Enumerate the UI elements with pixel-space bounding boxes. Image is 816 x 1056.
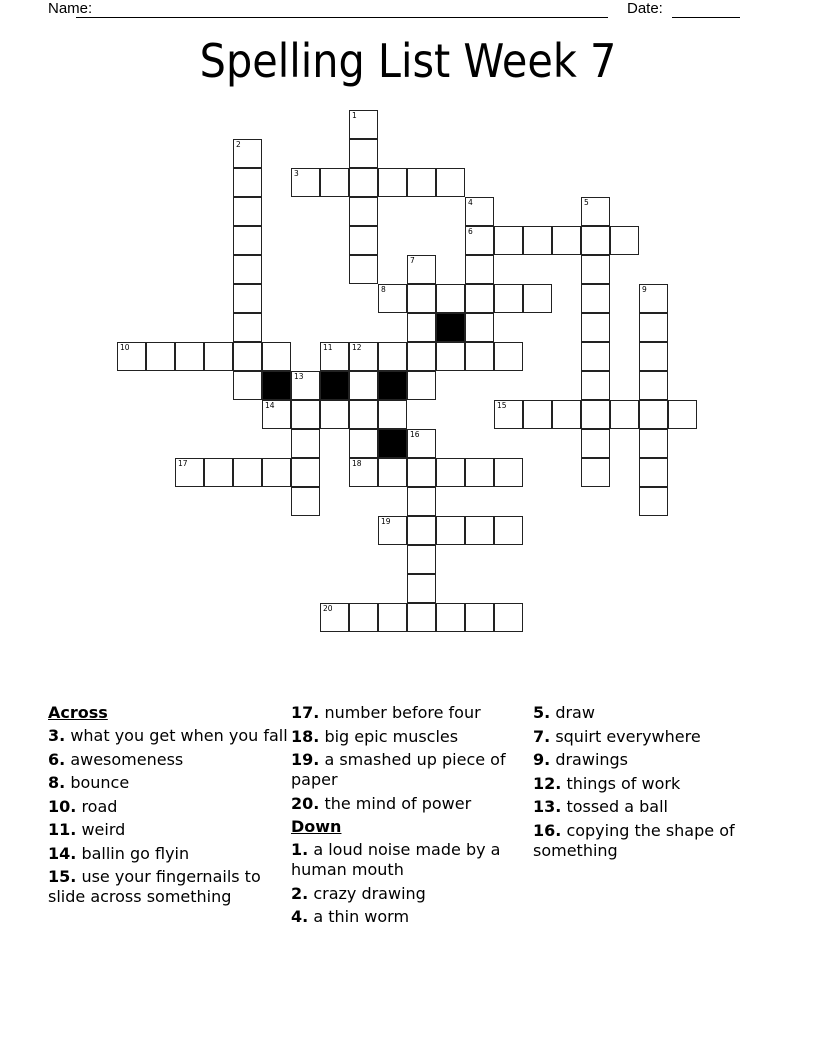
crossword-cell[interactable] <box>494 226 523 255</box>
crossword-cell[interactable] <box>407 342 436 371</box>
clues-column-1 <box>48 703 288 911</box>
crossword-cell[interactable] <box>523 400 552 429</box>
across-clue <box>48 867 288 907</box>
clue-number-label: 10 <box>120 343 130 352</box>
clue-number: 3. <box>48 726 66 745</box>
crossword-cell[interactable] <box>436 458 465 487</box>
clue-text: a smashed up piece of paper <box>291 750 506 789</box>
crossword-cell[interactable] <box>639 284 668 313</box>
crossword-cell[interactable] <box>291 458 320 487</box>
black-cell <box>436 313 465 342</box>
crossword-cell[interactable] <box>349 168 378 197</box>
clue-text: bounce <box>70 773 130 792</box>
crossword-cell[interactable] <box>610 400 639 429</box>
crossword-cell[interactable] <box>465 516 494 545</box>
down-heading: Down <box>291 817 342 836</box>
crossword-cell[interactable] <box>378 603 407 632</box>
crossword-cell[interactable] <box>494 603 523 632</box>
clue-text: what you get when you fall <box>70 726 288 745</box>
clue-number-label: 13 <box>294 372 304 381</box>
down-clue <box>533 703 773 723</box>
clue-number: 2. <box>291 883 309 903</box>
crossword-cell[interactable] <box>494 400 523 429</box>
crossword-cell[interactable] <box>523 226 552 255</box>
crossword-cell[interactable] <box>407 429 436 458</box>
across-heading: Across <box>48 703 108 722</box>
crossword-cell[interactable] <box>233 284 262 313</box>
clue-number-label: 6 <box>468 227 473 236</box>
down-clue <box>533 797 773 817</box>
across-clue <box>291 794 526 814</box>
clue-number-label: 8 <box>381 285 386 294</box>
crossword-cell[interactable] <box>407 545 436 574</box>
crossword-cell[interactable] <box>233 458 262 487</box>
crossword-cell[interactable] <box>581 255 610 284</box>
black-cell <box>320 371 349 400</box>
crossword-cell[interactable] <box>378 168 407 197</box>
crossword-cell[interactable] <box>465 226 494 255</box>
crossword-cell[interactable] <box>639 487 668 516</box>
down-clue <box>533 727 773 747</box>
clue-text: ballin go flyin <box>81 843 190 863</box>
crossword-cell[interactable] <box>262 400 291 429</box>
clue-text: drawings <box>555 750 629 769</box>
crossword-cell[interactable] <box>320 603 349 632</box>
crossword-cell[interactable] <box>117 342 146 371</box>
crossword-cell[interactable] <box>552 226 581 255</box>
across-clue <box>291 703 526 723</box>
clue-text: squirt everywhere <box>555 726 701 746</box>
crossword-cell[interactable] <box>233 371 262 400</box>
black-cell <box>378 371 407 400</box>
crossword-cell[interactable] <box>378 400 407 429</box>
crossword-cell[interactable] <box>146 342 175 371</box>
crossword-cell[interactable] <box>581 342 610 371</box>
clue-text: tossed a ball <box>566 797 668 816</box>
clue-number-label: 17 <box>178 459 188 468</box>
crossword-cell[interactable] <box>465 342 494 371</box>
black-cell <box>378 429 407 458</box>
crossword-cell[interactable] <box>233 139 262 168</box>
date-label: Date: <box>627 0 663 17</box>
clue-number: 7. <box>533 726 551 746</box>
clue-number: 15. <box>48 867 77 886</box>
clue-number: 14. <box>48 843 77 863</box>
crossword-cell[interactable] <box>262 342 291 371</box>
crossword-cell[interactable] <box>349 255 378 284</box>
crossword-cell[interactable] <box>436 284 465 313</box>
clue-number-label: 16 <box>410 430 420 439</box>
crossword-cell[interactable] <box>291 487 320 516</box>
clue-number: 1. <box>291 840 309 859</box>
page-title: Spelling List Week 7 <box>199 34 617 88</box>
crossword-cell[interactable] <box>233 226 262 255</box>
crossword-cell[interactable] <box>552 400 581 429</box>
clue-text: copying the shape of something <box>533 820 735 860</box>
clue-number-label: 11 <box>323 343 333 352</box>
crossword-cell[interactable] <box>581 458 610 487</box>
crossword-cell[interactable] <box>581 197 610 226</box>
down-clue <box>533 821 773 861</box>
clue-number: 6. <box>48 749 66 769</box>
crossword-cell[interactable] <box>581 313 610 342</box>
crossword-cell[interactable] <box>262 458 291 487</box>
crossword-cell[interactable] <box>349 197 378 226</box>
crossword-cell[interactable] <box>639 429 668 458</box>
down-clue <box>291 907 526 927</box>
crossword-cell[interactable] <box>407 458 436 487</box>
crossword-cell[interactable] <box>436 168 465 197</box>
crossword-cell[interactable] <box>407 487 436 516</box>
clues-column-3 <box>533 703 773 864</box>
clue-text: things of work <box>566 773 681 793</box>
crossword-cell[interactable] <box>407 516 436 545</box>
clue-text: big epic muscles <box>324 726 459 746</box>
crossword-cell[interactable] <box>320 168 349 197</box>
clue-text: draw <box>555 703 595 722</box>
crossword-cell[interactable] <box>639 313 668 342</box>
clue-number-label: 1 <box>352 111 357 120</box>
clue-number: 16. <box>533 820 562 840</box>
across-clue <box>48 750 288 770</box>
crossword-cell[interactable] <box>291 168 320 197</box>
crossword-cell[interactable] <box>581 284 610 313</box>
crossword-cell[interactable] <box>465 313 494 342</box>
crossword-cell[interactable] <box>378 342 407 371</box>
crossword-cell[interactable] <box>320 400 349 429</box>
crossword-cell[interactable] <box>436 342 465 371</box>
clue-number-label: 14 <box>265 401 275 410</box>
clue-number: 20. <box>291 793 320 813</box>
crossword-cell[interactable] <box>581 371 610 400</box>
across-clue <box>48 726 288 746</box>
crossword-cell[interactable] <box>465 284 494 313</box>
crossword-cell[interactable] <box>494 342 523 371</box>
crossword-cell[interactable] <box>407 255 436 284</box>
crossword-cell[interactable] <box>581 226 610 255</box>
crossword-cell[interactable] <box>349 342 378 371</box>
crossword-cell[interactable] <box>465 255 494 284</box>
down-clue <box>533 750 773 770</box>
clue-number: 13. <box>533 797 562 816</box>
crossword-cell[interactable] <box>407 168 436 197</box>
black-cell <box>262 371 291 400</box>
crossword-cell[interactable] <box>407 284 436 313</box>
crossword-cell[interactable] <box>233 255 262 284</box>
crossword-cell[interactable] <box>465 197 494 226</box>
crossword-cell[interactable] <box>639 371 668 400</box>
clue-text: use your fingernails to slide across something <box>48 867 261 906</box>
clue-number-label: 19 <box>381 517 391 526</box>
clue-text: a loud noise made by a human mouth <box>291 840 501 879</box>
crossword-cell[interactable] <box>291 400 320 429</box>
crossword-cell[interactable] <box>581 429 610 458</box>
crossword-cell[interactable] <box>581 400 610 429</box>
crossword-cell[interactable] <box>436 603 465 632</box>
clue-number: 17. <box>291 703 320 722</box>
clue-number-label: 7 <box>410 256 415 265</box>
clue-number: 9. <box>533 750 551 769</box>
crossword-cell[interactable] <box>320 342 349 371</box>
crossword-cell[interactable] <box>465 458 494 487</box>
crossword-cell[interactable] <box>407 574 436 603</box>
clue-number: 19. <box>291 750 320 769</box>
clue-number-label: 4 <box>468 198 473 207</box>
crossword-cell[interactable] <box>349 400 378 429</box>
crossword-cell[interactable] <box>378 284 407 313</box>
crossword-cell[interactable] <box>233 197 262 226</box>
crossword-cell[interactable] <box>407 603 436 632</box>
crossword-cell[interactable] <box>349 110 378 139</box>
clue-number-label: 20 <box>323 604 333 613</box>
clue-number: 12. <box>533 773 562 793</box>
crossword-cell[interactable] <box>349 371 378 400</box>
crossword-cell[interactable] <box>639 400 668 429</box>
clue-number: 10. <box>48 796 77 816</box>
down-clue <box>533 774 773 794</box>
crossword-cell[interactable] <box>233 168 262 197</box>
crossword-cell[interactable] <box>639 458 668 487</box>
clue-number-label: 3 <box>294 169 299 178</box>
clue-text: the mind of power <box>324 793 472 813</box>
crossword-cell[interactable] <box>204 342 233 371</box>
name-field[interactable] <box>76 17 608 18</box>
crossword-cell[interactable] <box>610 226 639 255</box>
clues-column-2 <box>291 703 526 931</box>
clue-text: awesomeness <box>70 749 184 769</box>
crossword-cell[interactable] <box>204 458 233 487</box>
name-label: Name: <box>48 0 93 17</box>
clue-number-label: 2 <box>236 140 241 149</box>
crossword-cell[interactable] <box>668 400 697 429</box>
clue-text: weird <box>81 820 126 839</box>
clue-number-label: 18 <box>352 459 362 468</box>
crossword-cell[interactable] <box>378 458 407 487</box>
clue-number-label: 9 <box>642 285 647 294</box>
crossword-cell[interactable] <box>349 226 378 255</box>
clue-number: 4. <box>291 907 309 926</box>
down-clue <box>291 884 526 904</box>
across-clue <box>48 773 288 793</box>
across-clue <box>48 797 288 817</box>
crossword-cell[interactable] <box>175 458 204 487</box>
crossword-cell[interactable] <box>349 139 378 168</box>
crossword-cell[interactable] <box>349 429 378 458</box>
clue-text: road <box>81 796 118 816</box>
crossword-cell[interactable] <box>349 603 378 632</box>
crossword-cell[interactable] <box>407 371 436 400</box>
date-field[interactable] <box>672 17 740 18</box>
crossword-cell[interactable] <box>407 313 436 342</box>
clue-number: 8. <box>48 773 66 792</box>
crossword-cell[interactable] <box>523 284 552 313</box>
crossword-cell[interactable] <box>639 342 668 371</box>
crossword-cell[interactable] <box>233 313 262 342</box>
clue-number: 18. <box>291 726 320 746</box>
crossword-cell[interactable] <box>494 516 523 545</box>
clue-number: 11. <box>48 820 77 839</box>
clue-number: 5. <box>533 703 551 722</box>
crossword-cell[interactable] <box>494 284 523 313</box>
clue-text: a thin worm <box>313 907 410 926</box>
crossword-cell[interactable] <box>494 458 523 487</box>
clue-number-label: 15 <box>497 401 507 410</box>
clue-number-label: 12 <box>352 343 362 352</box>
clue-number-label: 5 <box>584 198 589 207</box>
crossword-cell[interactable] <box>349 458 378 487</box>
down-clue <box>291 840 526 880</box>
across-clue <box>291 750 526 790</box>
crossword-cell[interactable] <box>436 516 465 545</box>
crossword-cell[interactable] <box>233 342 262 371</box>
crossword-cell[interactable] <box>291 371 320 400</box>
across-clue <box>291 727 526 747</box>
crossword-cell[interactable] <box>291 429 320 458</box>
crossword-cell[interactable] <box>175 342 204 371</box>
clue-text: crazy drawing <box>313 883 426 903</box>
crossword-cell[interactable] <box>378 516 407 545</box>
across-clue <box>48 820 288 840</box>
clue-text: number before four <box>324 703 481 722</box>
across-clue <box>48 844 288 864</box>
crossword-cell[interactable] <box>465 603 494 632</box>
